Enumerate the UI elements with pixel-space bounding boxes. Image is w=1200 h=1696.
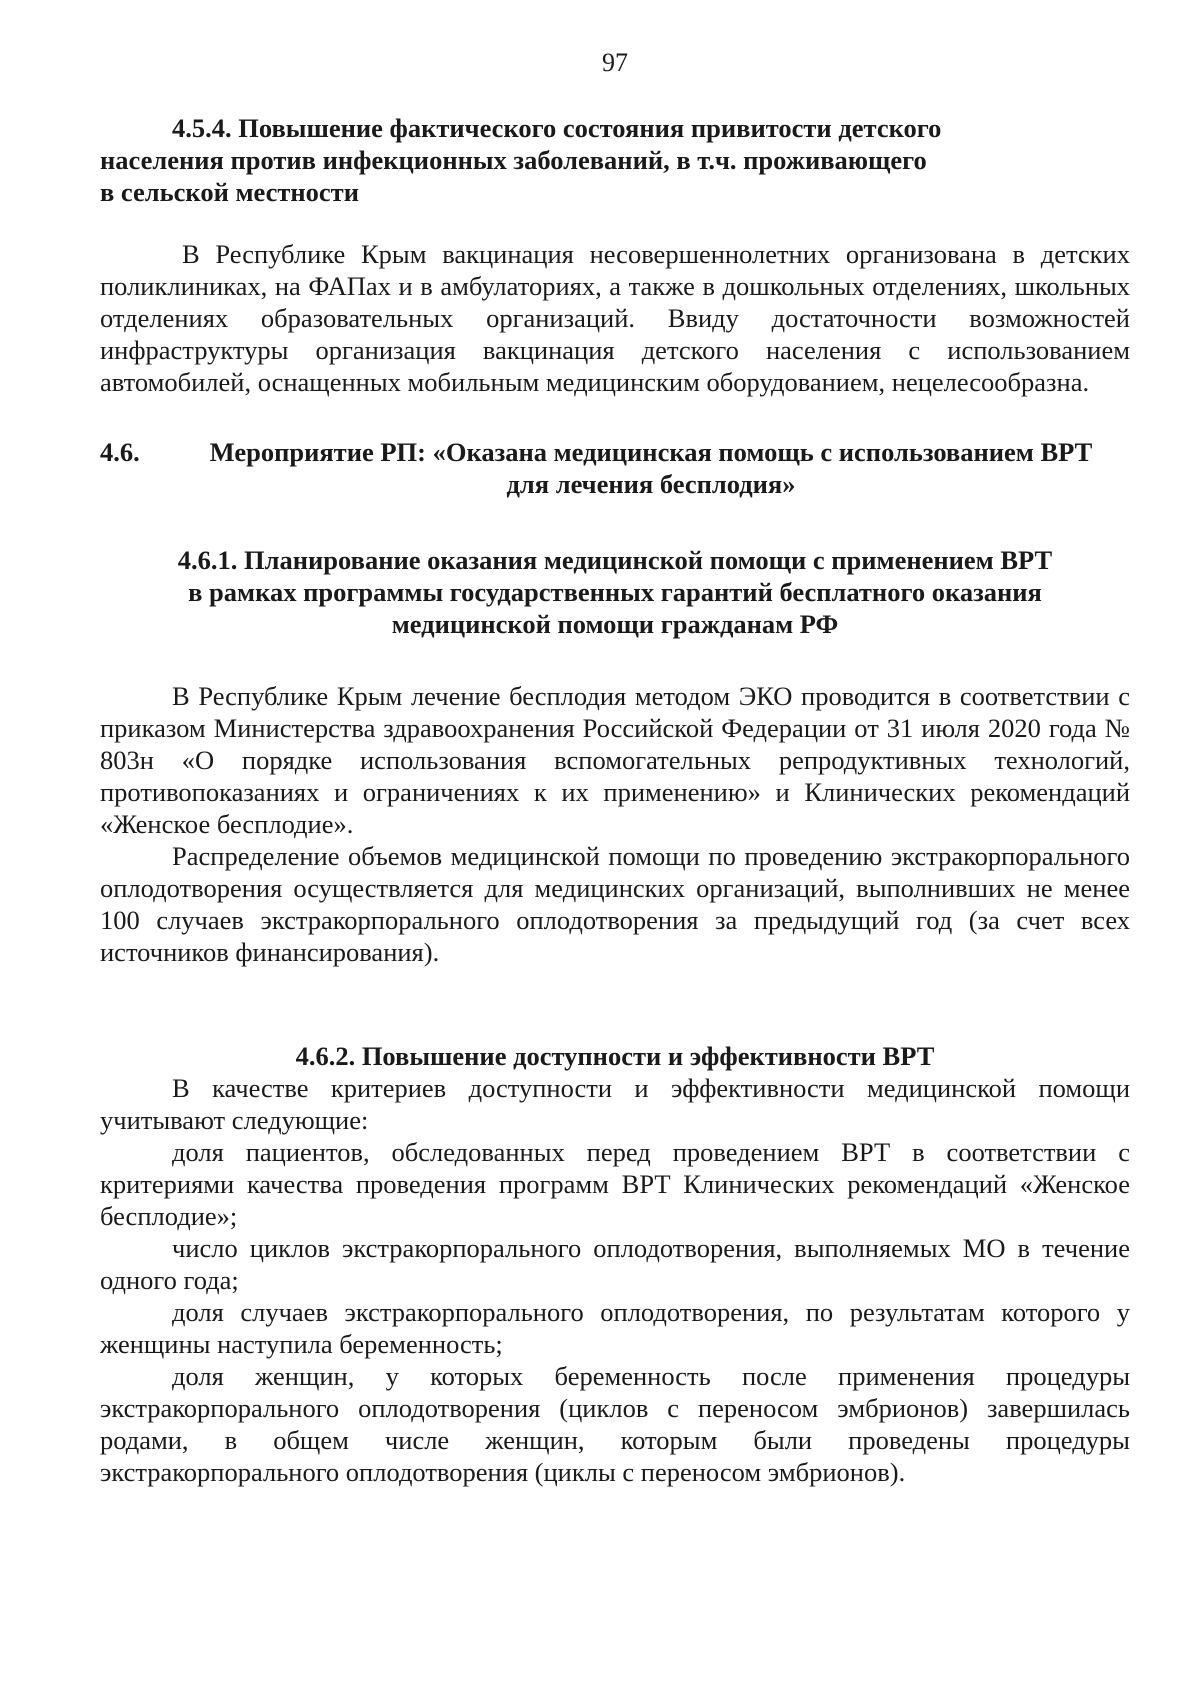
heading-4-6-2: 4.6.2. Повышение доступности и эффективности ВРТ <box>295 1041 935 1071</box>
criteria-item: доля случаев экстракорпорального оплодотворения, по результатам которого у женщины наступила беременность; <box>100 1297 1130 1359</box>
heading-4-6 <box>100 436 1130 500</box>
paragraph-criteria-intro: В качестве критериев доступности и эффективности медицинской помощи учитывают следующие: <box>100 1073 1130 1135</box>
page-number: 97 <box>602 48 628 77</box>
heading-line: в рамках программы государственных гарантий бесплатного оказания <box>188 577 1042 607</box>
paragraph-vaccination: В Республике Крым вакцинация несовершеннолетних организована в детских поликлиниках, на ФАПах и в амбулаториях, а также в дошкольных отделениях, школьных отделениях образовательных организаций. Ввиду достаточности возможностей инфраструктуры организация вакцинация детского населения с использованием автомобилей, оснащенных мобильным медицинским оборудованием, нецелесообразна. <box>100 239 1130 397</box>
paragraph-eco-order: В Республике Крым лечение бесплодия методом ЭКО проводится в соответствии с приказом Министерства здравоохранения Российской Федерации от 31 июля 2020 года № 803н «О порядке использования вспомогательных репродуктивных технологий, противопоказаниях и ограничениях к их применению» и Клинических рекомендаций «Женское бесплодие». <box>100 681 1130 839</box>
heading-line: медицинской помощи гражданам РФ <box>391 609 839 639</box>
heading-4-6-1 <box>100 544 1130 640</box>
heading-line: 4.6.1. Планирование оказания медицинской помощи с применением ВРТ <box>177 545 1053 575</box>
criteria-item: доля женщин, у которых беременность после применения процедуры экстракорпорального оплодотворения (циклов с переносом эмбрионов) завершилась родами, в общем числе женщин, которым были проведены процедуры экстракорпорального оплодотворения (циклы с переносом эмбрионов). <box>100 1361 1130 1487</box>
heading-text <box>172 436 1130 500</box>
heading-line: в сельской местности <box>100 177 359 207</box>
heading-line: населения против инфекционных заболеваний, в т.ч. проживающего <box>100 145 927 175</box>
criteria-item: число циклов экстракорпорального оплодотворения, выполняемых МО в течение одного года; <box>100 1233 1130 1295</box>
page-content <box>100 112 1130 1488</box>
heading-number: 4.6. <box>100 437 140 467</box>
heading-line: для лечения бесплодия» <box>506 469 796 499</box>
heading-line: Мероприятие РП: «Оказана медицинская помощь с использованием ВРТ <box>209 437 1093 467</box>
paragraph-volume-distribution: Распределение объемов медицинской помощи по проведению экстракорпорального оплодотворения осуществляется для медицинских организаций, выполнивших не менее 100 случаев экстракорпорального оплодотворения за предыдущий год (за счет всех источников финансирования). <box>100 841 1130 967</box>
heading-line: 4.5.4. Повышение фактического состояния привитости детского <box>172 113 942 143</box>
criteria-item: доля пациентов, обследованных перед проведением ВРТ в соответствии с критериями качества проведения программ ВРТ Клинических рекомендаций «Женское бесплодие»; <box>100 1137 1130 1231</box>
heading-4-5-4 <box>100 112 1130 208</box>
